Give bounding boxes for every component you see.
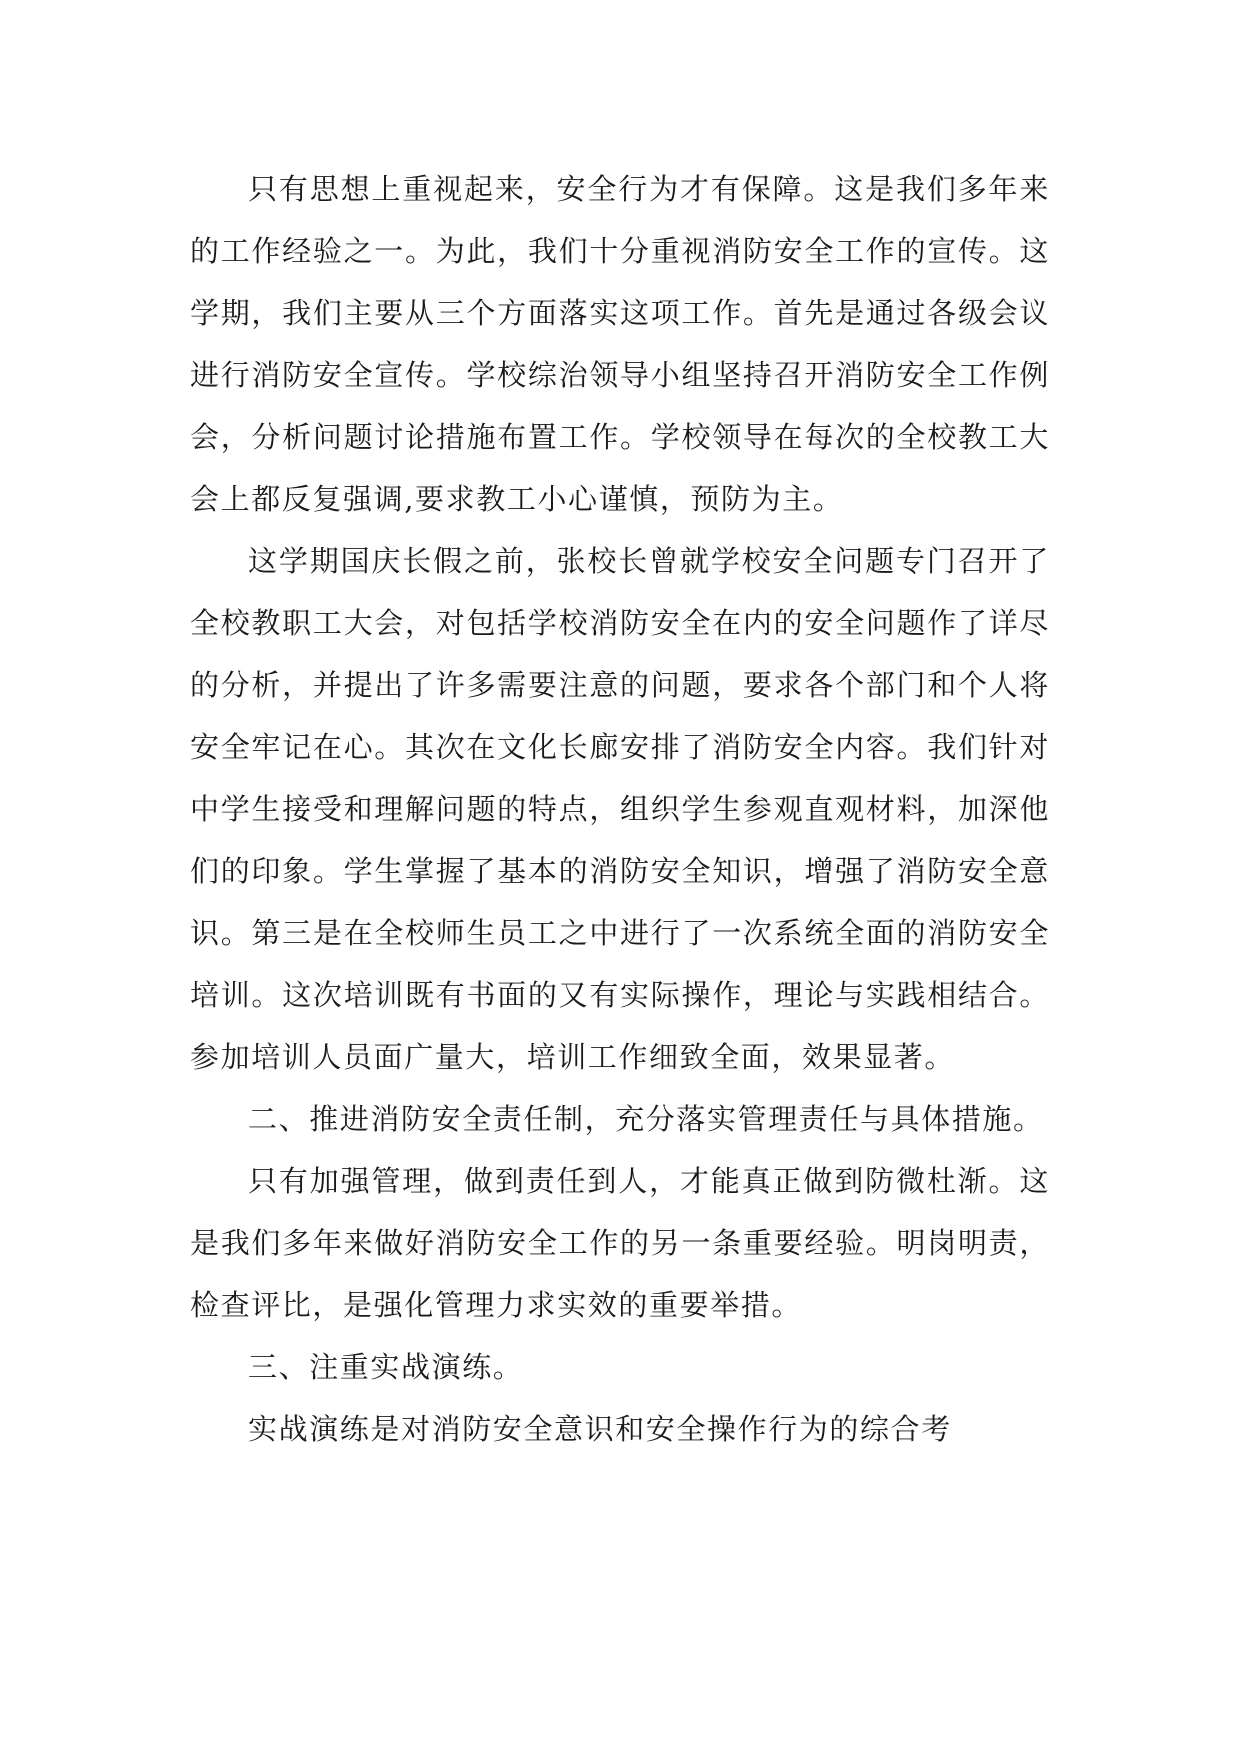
section-heading-responsibility: 二、推进消防安全责任制，充分落实管理责任与具体措施。 [248, 1102, 1044, 1136]
paragraph-publicity: 只有思想上重视起来，安全行为才有保障。这是我们多年来的工作经验之一。为此，我们十分重视消防安全工作的宣传。这学期，我们主要从三个方面落实这项工作。首先是通过各级会议进行消防安全宣传。学校综治领导小组坚持召开消防安全工作例会，分析问题讨论措施布置工作。学校领导在每次的全校教工大会上都反复强调,要求教工小心谨慎，预防为主。 [190, 172, 1050, 516]
paragraph-national-day-meeting: 这学期国庆长假之前，张校长曾就学校安全问题专门召开了全校教职工大会，对包括学校消防安全在内的安全问题作了详尽的分析，并提出了许多需要注意的问题，要求各个部门和个人将安全牢记在心。其次在文化长廊安排了消防安全内容。我们针对中学生接受和理解问题的特点，组织学生参观直观材料，加深他们的印象。学生掌握了基本的消防安全知识，增强了消防安全意识。第三是在全校师生员工之中进行了一次系统全面的消防安全培训。这次培训既有书面的又有实际操作，理论与实践相结合。参加培训人员面广量大，培训工作细致全面，效果显著。 [190, 544, 1050, 1074]
paragraph-drills: 实战演练是对消防安全意识和安全操作行为的综合考 [248, 1412, 952, 1446]
document-body [190, 158, 1050, 1460]
paragraph-management: 只有加强管理，做到责任到人，才能真正做到防微杜渐。这是我们多年来做好消防安全工作的另一条重要经验。明岗明责，检查评比，是强化管理力求实效的重要举措。 [190, 1164, 1050, 1322]
section-heading-drills: 三、注重实战演练。 [248, 1350, 524, 1384]
